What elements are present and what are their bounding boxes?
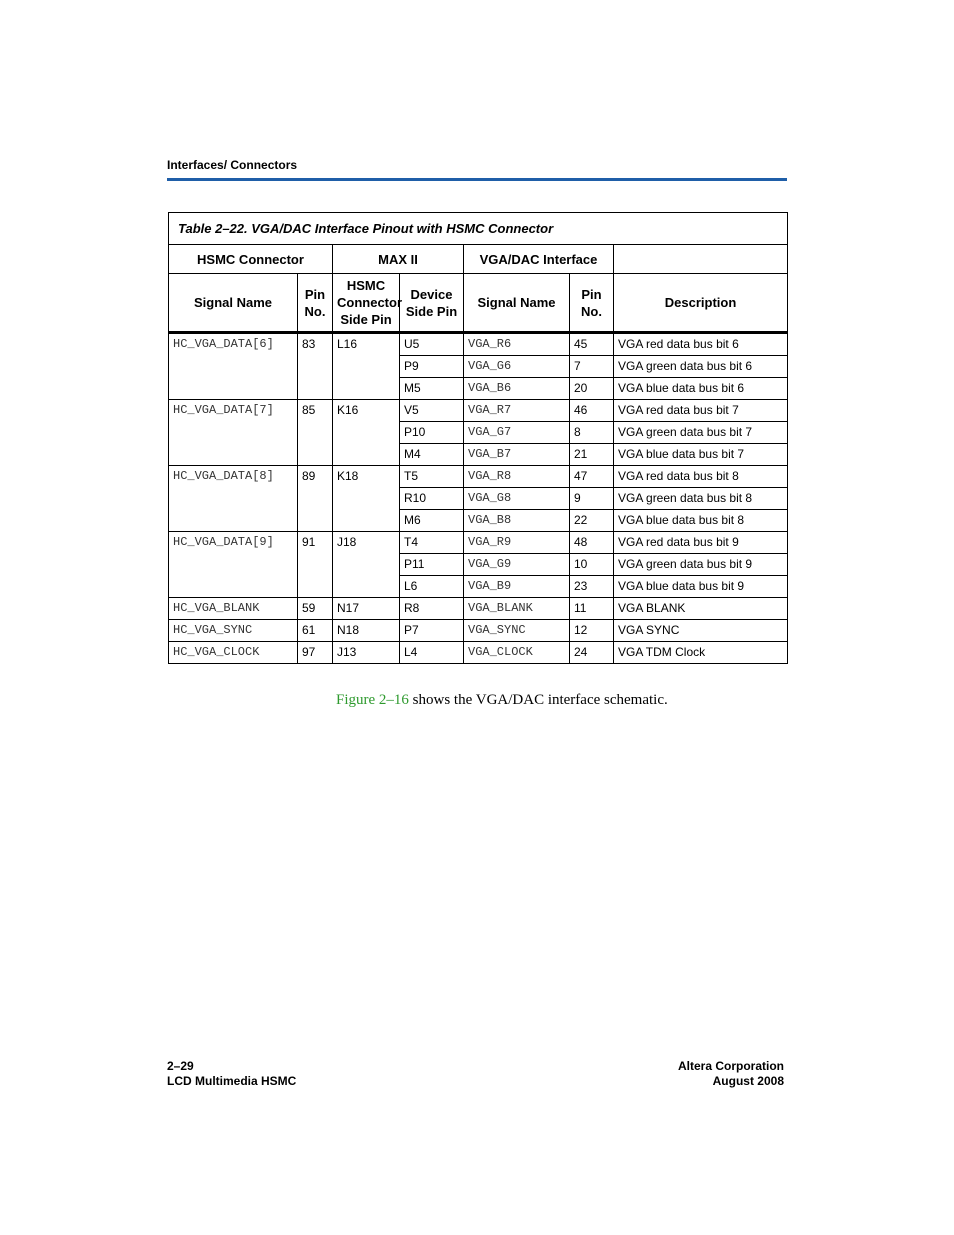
hsmc-pin-cell: 59	[298, 598, 333, 620]
section-header: Interfaces/ Connectors	[167, 158, 298, 172]
group-header-blank	[614, 245, 788, 274]
description-cell: VGA green data bus bit 9	[614, 554, 788, 576]
table-row	[169, 466, 788, 488]
footer-right	[678, 1059, 784, 1089]
figure-xref-link[interactable]: Figure 2–16	[336, 692, 409, 708]
group-header-max: MAX II	[333, 245, 464, 274]
description-cell: VGA green data bus bit 6	[614, 356, 788, 378]
description-cell: VGA red data bus bit 6	[614, 333, 788, 356]
description-cell: VGA blue data bus bit 8	[614, 510, 788, 532]
hsmc-signal-name-cell: HC_VGA_DATA[9]	[169, 532, 298, 598]
vga-signal-name-cell: VGA_G9	[464, 554, 570, 576]
vga-signal-name-cell: VGA_R7	[464, 400, 570, 422]
column-header-description: Description	[614, 274, 788, 333]
vga-signal-name-cell: VGA_BLANK	[464, 598, 570, 620]
vga-pin-cell: 47	[570, 466, 614, 488]
hsmc-side-pin-cell: J13	[333, 642, 400, 664]
vga-signal-name-cell: VGA_B8	[464, 510, 570, 532]
description-cell: VGA red data bus bit 7	[614, 400, 788, 422]
vga-pin-cell: 24	[570, 642, 614, 664]
device-side-pin-cell: M5	[400, 378, 464, 400]
vga-signal-name-cell: VGA_B9	[464, 576, 570, 598]
vga-pin-cell: 9	[570, 488, 614, 510]
description-cell: VGA green data bus bit 7	[614, 422, 788, 444]
description-cell: VGA SYNC	[614, 620, 788, 642]
vga-signal-name-cell: VGA_G8	[464, 488, 570, 510]
hsmc-pin-cell: 61	[298, 620, 333, 642]
vga-pin-cell: 11	[570, 598, 614, 620]
device-side-pin-cell: P7	[400, 620, 464, 642]
hsmc-pin-cell: 85	[298, 400, 333, 466]
vga-pin-cell: 48	[570, 532, 614, 554]
hsmc-side-pin-cell: K18	[333, 466, 400, 532]
table-row	[169, 642, 788, 664]
column-header-signal-name: Signal Name	[169, 274, 298, 333]
device-side-pin-cell: R10	[400, 488, 464, 510]
device-side-pin-cell: M6	[400, 510, 464, 532]
vga-signal-name-cell: VGA_B6	[464, 378, 570, 400]
hsmc-side-pin-cell: L16	[333, 333, 400, 400]
vga-pin-cell: 12	[570, 620, 614, 642]
column-header-device-side-pin: Device Side Pin	[400, 274, 464, 333]
description-cell: VGA red data bus bit 9	[614, 532, 788, 554]
device-side-pin-cell: T5	[400, 466, 464, 488]
body-paragraph	[336, 692, 668, 709]
vga-pin-cell: 7	[570, 356, 614, 378]
description-cell: VGA blue data bus bit 7	[614, 444, 788, 466]
device-side-pin-cell: P9	[400, 356, 464, 378]
description-cell: VGA red data bus bit 8	[614, 466, 788, 488]
footer-company: Altera Corporation	[677, 1059, 784, 1073]
hsmc-side-pin-cell: N17	[333, 598, 400, 620]
header-rule	[167, 178, 787, 181]
table-row	[169, 598, 788, 620]
hsmc-pin-cell: 83	[298, 333, 333, 400]
vga-signal-name-cell: VGA_R6	[464, 333, 570, 356]
vga-pin-cell: 23	[570, 576, 614, 598]
description-cell: VGA TDM Clock	[614, 642, 788, 664]
vga-pin-cell: 8	[570, 422, 614, 444]
vga-signal-name-cell: VGA_R9	[464, 532, 570, 554]
vga-pin-cell: 46	[570, 400, 614, 422]
footer-page-number: 2–29	[167, 1059, 194, 1073]
vga-signal-name-cell: VGA_B7	[464, 444, 570, 466]
hsmc-side-pin-cell: J18	[333, 532, 400, 598]
vga-pin-cell: 21	[570, 444, 614, 466]
table-row	[169, 400, 788, 422]
device-side-pin-cell: T4	[400, 532, 464, 554]
hsmc-signal-name-cell: HC_VGA_SYNC	[169, 620, 298, 642]
column-header-pin-no: Pin No.	[298, 274, 333, 333]
description-cell: VGA green data bus bit 8	[614, 488, 788, 510]
hsmc-signal-name-cell: HC_VGA_DATA[8]	[169, 466, 298, 532]
device-side-pin-cell: P11	[400, 554, 464, 576]
vga-pin-cell: 45	[570, 333, 614, 356]
column-header-vga-signal-name: Signal Name	[464, 274, 570, 333]
vga-pin-cell: 20	[570, 378, 614, 400]
device-side-pin-cell: M4	[400, 444, 464, 466]
footer-document-title: LCD Multimedia HSMC	[167, 1074, 297, 1088]
hsmc-signal-name-cell: HC_VGA_DATA[6]	[169, 333, 298, 400]
table-body	[169, 333, 788, 664]
body-paragraph-text: shows the VGA/DAC interface schematic.	[408, 692, 668, 708]
vga-pin-cell: 22	[570, 510, 614, 532]
column-header-vga-pin-no: Pin No.	[570, 274, 614, 333]
vga-signal-name-cell: VGA_G7	[464, 422, 570, 444]
group-header-vga: VGA/DAC Interface	[464, 245, 614, 274]
hsmc-signal-name-cell: HC_VGA_BLANK	[169, 598, 298, 620]
vga-signal-name-cell: VGA_G6	[464, 356, 570, 378]
hsmc-pin-cell: 91	[298, 532, 333, 598]
pinout-table	[168, 212, 788, 664]
hsmc-signal-name-cell: HC_VGA_CLOCK	[169, 642, 298, 664]
table-row	[169, 532, 788, 554]
hsmc-pin-cell: 89	[298, 466, 333, 532]
hsmc-side-pin-cell: K16	[333, 400, 400, 466]
description-cell: VGA BLANK	[614, 598, 788, 620]
hsmc-side-pin-cell: N18	[333, 620, 400, 642]
table-caption: Table 2–22. VGA/DAC Interface Pinout with HSMC Connector	[169, 213, 788, 245]
vga-signal-name-cell: VGA_CLOCK	[464, 642, 570, 664]
description-cell: VGA blue data bus bit 9	[614, 576, 788, 598]
device-side-pin-cell: L4	[400, 642, 464, 664]
device-side-pin-cell: V5	[400, 400, 464, 422]
vga-signal-name-cell: VGA_R8	[464, 466, 570, 488]
footer-date: August 2008	[712, 1074, 784, 1088]
vga-signal-name-cell: VGA_SYNC	[464, 620, 570, 642]
device-side-pin-cell: R8	[400, 598, 464, 620]
vga-pin-cell: 10	[570, 554, 614, 576]
device-side-pin-cell: U5	[400, 333, 464, 356]
description-cell: VGA blue data bus bit 6	[614, 378, 788, 400]
table-row	[169, 333, 788, 356]
hsmc-pin-cell: 97	[298, 642, 333, 664]
footer-left	[167, 1059, 296, 1089]
device-side-pin-cell: L6	[400, 576, 464, 598]
table-row	[169, 620, 788, 642]
group-header-hsmc: HSMC Connector	[169, 245, 333, 274]
column-header-hsmc-side-pin: HSMC Connector Side Pin	[333, 274, 400, 333]
device-side-pin-cell: P10	[400, 422, 464, 444]
hsmc-signal-name-cell: HC_VGA_DATA[7]	[169, 400, 298, 466]
